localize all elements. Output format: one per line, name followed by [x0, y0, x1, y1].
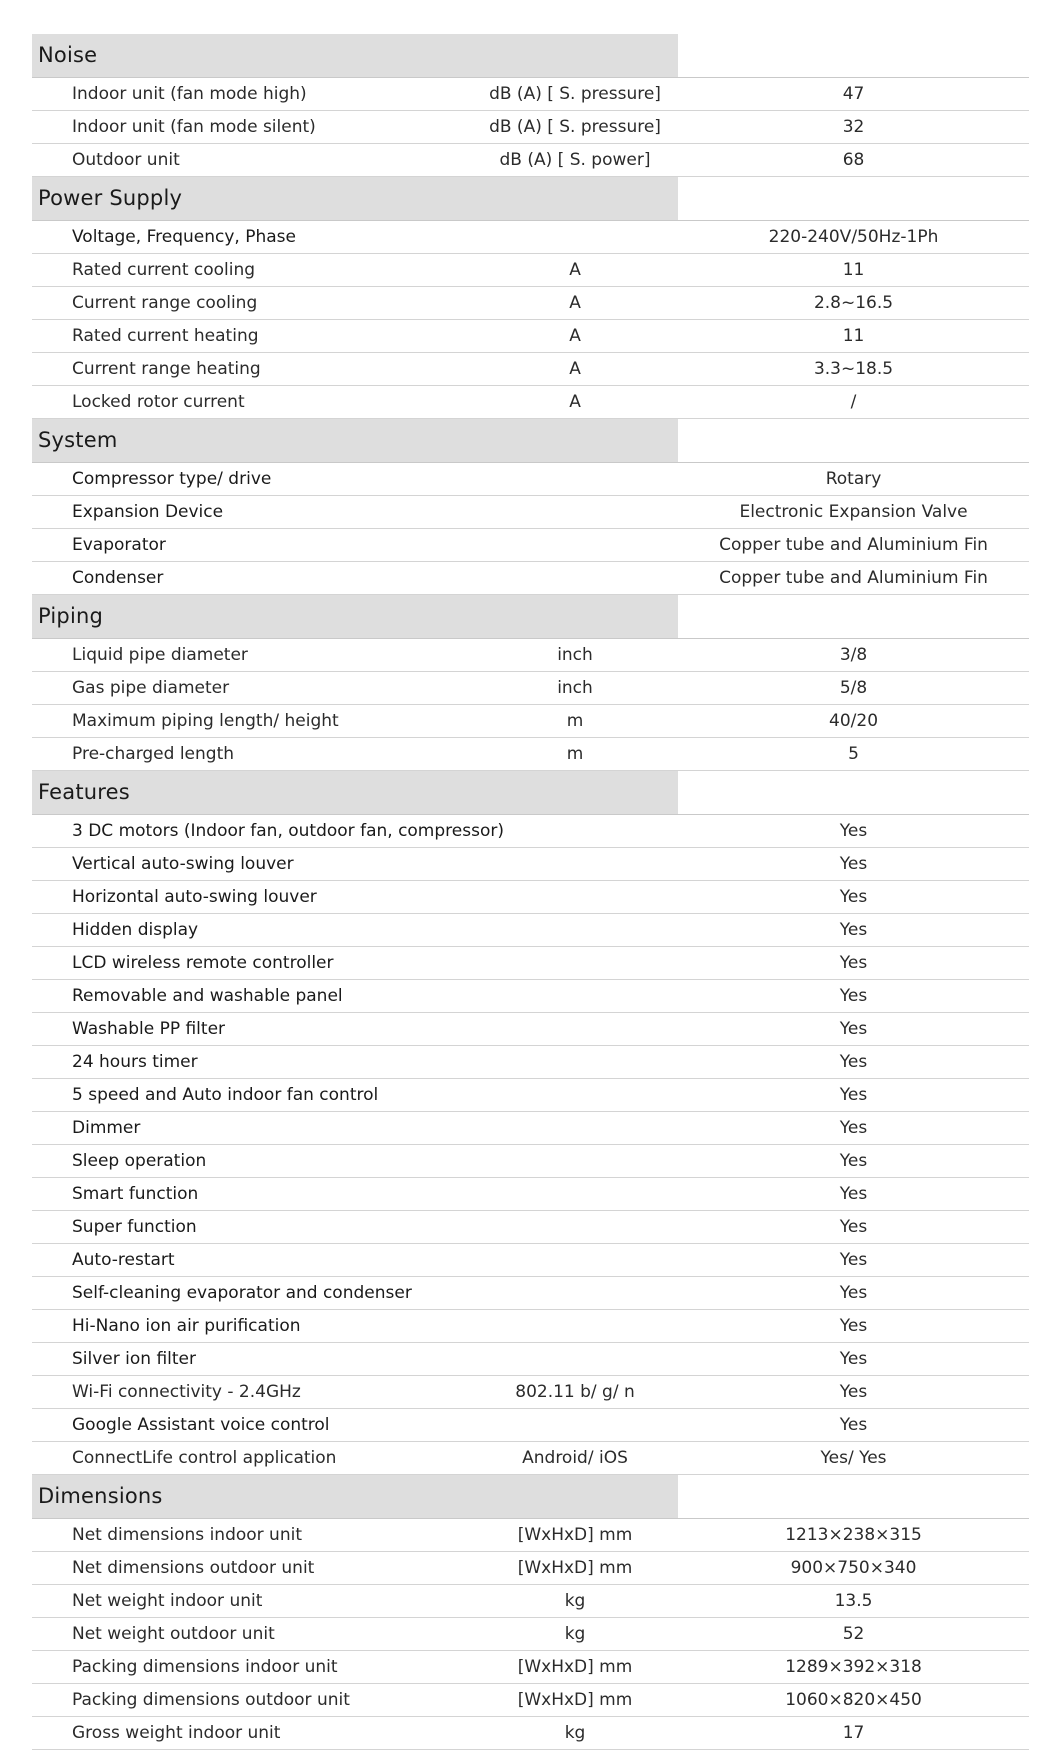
spec-row	[32, 144, 1029, 177]
spec-row	[32, 1244, 1029, 1277]
spec-unit: 802.11 b/ g/ n	[472, 1376, 678, 1409]
spec-row	[32, 1310, 1029, 1343]
spec-row	[32, 980, 1029, 1013]
spec-row	[32, 914, 1029, 947]
spec-label: Net weight indoor unit	[32, 1585, 472, 1618]
section-value-spacer	[678, 177, 1029, 221]
spec-row	[32, 1145, 1029, 1178]
spec-row	[32, 947, 1029, 980]
spec-label: Packing dimensions outdoor unit	[32, 1684, 472, 1717]
spec-row	[32, 111, 1029, 144]
spec-value: 5	[678, 738, 1029, 771]
spec-unit: inch	[472, 672, 678, 705]
spec-label: LCD wireless remote controller	[32, 947, 678, 980]
spec-unit: inch	[472, 639, 678, 672]
spec-value: Yes	[678, 1244, 1029, 1277]
spec-label: Sleep operation	[32, 1145, 678, 1178]
spec-row	[32, 1178, 1029, 1211]
spec-row	[32, 1013, 1029, 1046]
spec-row	[32, 705, 1029, 738]
section-value-spacer	[678, 1475, 1029, 1519]
section-value-spacer	[678, 419, 1029, 463]
spec-value: 13.5	[678, 1585, 1029, 1618]
spec-unit: dB (A) [ S. pressure]	[472, 78, 678, 111]
spec-label: Gross weight indoor unit	[32, 1717, 472, 1750]
spec-row	[32, 1211, 1029, 1244]
spec-row	[32, 639, 1029, 672]
spec-unit: m	[472, 705, 678, 738]
spec-value: Yes	[678, 1211, 1029, 1244]
spec-unit: A	[472, 287, 678, 320]
spec-label: Voltage, Frequency, Phase	[32, 221, 678, 254]
section-title: Noise	[32, 34, 678, 78]
specification-table	[32, 34, 1029, 1750]
spec-label: Auto-restart	[32, 1244, 678, 1277]
spec-value: Copper tube and Aluminium Fin	[678, 529, 1029, 562]
spec-value: Yes	[678, 881, 1029, 914]
spec-label: Evaporator	[32, 529, 678, 562]
spec-value: Yes	[678, 1013, 1029, 1046]
spec-row	[32, 1343, 1029, 1376]
spec-label: Maximum piping length/ height	[32, 705, 472, 738]
spec-value: 2.8~16.5	[678, 287, 1029, 320]
spec-row	[32, 1376, 1029, 1409]
spec-unit: m	[472, 738, 678, 771]
spec-row	[32, 78, 1029, 111]
spec-value: 11	[678, 320, 1029, 353]
spec-label: Wi-Fi connectivity - 2.4GHz	[32, 1376, 472, 1409]
spec-label: Rated current cooling	[32, 254, 472, 287]
section-header-row	[32, 34, 1029, 78]
spec-label: Vertical auto-swing louver	[32, 848, 678, 881]
spec-label: Liquid pipe diameter	[32, 639, 472, 672]
spec-label: Expansion Device	[32, 496, 678, 529]
spec-label: ConnectLife control application	[32, 1442, 472, 1475]
spec-row	[32, 1552, 1029, 1585]
spec-value: 47	[678, 78, 1029, 111]
spec-row	[32, 1277, 1029, 1310]
spec-value: Copper tube and Aluminium Fin	[678, 562, 1029, 595]
section-header-row	[32, 595, 1029, 639]
spec-value: 5/8	[678, 672, 1029, 705]
spec-row	[32, 1046, 1029, 1079]
spec-value: 11	[678, 254, 1029, 287]
spec-value: Yes	[678, 1046, 1029, 1079]
spec-unit: [WxHxD] mm	[472, 1651, 678, 1684]
spec-unit: Android/ iOS	[472, 1442, 678, 1475]
spec-value: Yes	[678, 947, 1029, 980]
spec-value: Yes	[678, 980, 1029, 1013]
spec-row	[32, 1112, 1029, 1145]
spec-label: Outdoor unit	[32, 144, 472, 177]
spec-unit: A	[472, 254, 678, 287]
spec-value: /	[678, 386, 1029, 419]
spec-row	[32, 1651, 1029, 1684]
spec-row	[32, 672, 1029, 705]
spec-row	[32, 1684, 1029, 1717]
spec-label: Dimmer	[32, 1112, 678, 1145]
section-value-spacer	[678, 595, 1029, 639]
spec-label: 3 DC motors (Indoor fan, outdoor fan, compressor)	[32, 815, 678, 848]
spec-row	[32, 287, 1029, 320]
spec-unit: dB (A) [ S. pressure]	[472, 111, 678, 144]
spec-unit: A	[472, 320, 678, 353]
section-title: System	[32, 419, 678, 463]
spec-label: Washable PP filter	[32, 1013, 678, 1046]
spec-value: Yes	[678, 1277, 1029, 1310]
spec-unit: kg	[472, 1618, 678, 1651]
spec-label: Hi-Nano ion air purification	[32, 1310, 678, 1343]
section-title: Piping	[32, 595, 678, 639]
spec-label: Pre-charged length	[32, 738, 472, 771]
spec-row	[32, 529, 1029, 562]
spec-value: 32	[678, 111, 1029, 144]
spec-row	[32, 496, 1029, 529]
spec-label: Indoor unit (fan mode high)	[32, 78, 472, 111]
spec-unit: [WxHxD] mm	[472, 1684, 678, 1717]
spec-label: Smart function	[32, 1178, 678, 1211]
spec-row	[32, 848, 1029, 881]
spec-label: Removable and washable panel	[32, 980, 678, 1013]
spec-value: Yes	[678, 1145, 1029, 1178]
spec-value: Yes/ Yes	[678, 1442, 1029, 1475]
specification-table-body	[32, 34, 1029, 1750]
spec-row	[32, 1409, 1029, 1442]
spec-value: Yes	[678, 1079, 1029, 1112]
spec-label: Current range cooling	[32, 287, 472, 320]
spec-row	[32, 1079, 1029, 1112]
spec-label: Locked rotor current	[32, 386, 472, 419]
spec-value: Yes	[678, 1112, 1029, 1145]
spec-value: 1213×238×315	[678, 1519, 1029, 1552]
section-title: Features	[32, 771, 678, 815]
spec-unit: A	[472, 353, 678, 386]
spec-value: Electronic Expansion Valve	[678, 496, 1029, 529]
spec-label: 5 speed and Auto indoor fan control	[32, 1079, 678, 1112]
spec-row	[32, 562, 1029, 595]
spec-value: 1289×392×318	[678, 1651, 1029, 1684]
spec-value: 3.3~18.5	[678, 353, 1029, 386]
spec-label: Rated current heating	[32, 320, 472, 353]
spec-value: Yes	[678, 1310, 1029, 1343]
spec-value: 1060×820×450	[678, 1684, 1029, 1717]
section-value-spacer	[678, 771, 1029, 815]
spec-label: Net dimensions outdoor unit	[32, 1552, 472, 1585]
spec-value: 40/20	[678, 705, 1029, 738]
spec-row	[32, 254, 1029, 287]
spec-label: Gas pipe diameter	[32, 672, 472, 705]
spec-value: Yes	[678, 815, 1029, 848]
spec-label: Compressor type/ drive	[32, 463, 678, 496]
spec-value: Yes	[678, 1178, 1029, 1211]
section-header-row	[32, 1475, 1029, 1519]
spec-label: Self-cleaning evaporator and condenser	[32, 1277, 678, 1310]
spec-label: Net weight outdoor unit	[32, 1618, 472, 1651]
spec-label: Indoor unit (fan mode silent)	[32, 111, 472, 144]
section-title: Power Supply	[32, 177, 678, 221]
spec-value: Yes	[678, 1409, 1029, 1442]
spec-unit: [WxHxD] mm	[472, 1552, 678, 1585]
spec-row	[32, 320, 1029, 353]
spec-row	[32, 1717, 1029, 1750]
spec-unit: [WxHxD] mm	[472, 1519, 678, 1552]
spec-row	[32, 815, 1029, 848]
spec-label: 24 hours timer	[32, 1046, 678, 1079]
spec-value: Rotary	[678, 463, 1029, 496]
spec-label: Super function	[32, 1211, 678, 1244]
spec-row	[32, 1618, 1029, 1651]
spec-label: Google Assistant voice control	[32, 1409, 678, 1442]
spec-label: Packing dimensions indoor unit	[32, 1651, 472, 1684]
spec-row	[32, 1585, 1029, 1618]
spec-row	[32, 1442, 1029, 1475]
spec-label: Horizontal auto-swing louver	[32, 881, 678, 914]
spec-row	[32, 353, 1029, 386]
spec-row	[32, 221, 1029, 254]
spec-value: 900×750×340	[678, 1552, 1029, 1585]
spec-label: Condenser	[32, 562, 678, 595]
spec-unit: A	[472, 386, 678, 419]
spec-label: Current range heating	[32, 353, 472, 386]
section-value-spacer	[678, 34, 1029, 78]
section-header-row	[32, 177, 1029, 221]
spec-label: Silver ion filter	[32, 1343, 678, 1376]
spec-row	[32, 386, 1029, 419]
spec-value: 68	[678, 144, 1029, 177]
spec-value: Yes	[678, 1376, 1029, 1409]
spec-row	[32, 738, 1029, 771]
section-header-row	[32, 771, 1029, 815]
spec-value: 52	[678, 1618, 1029, 1651]
spec-label: Net dimensions indoor unit	[32, 1519, 472, 1552]
spec-row	[32, 463, 1029, 496]
spec-value: 3/8	[678, 639, 1029, 672]
spec-value: Yes	[678, 848, 1029, 881]
spec-value: 220-240V/50Hz-1Ph	[678, 221, 1029, 254]
spec-value: Yes	[678, 914, 1029, 947]
spec-label: Hidden display	[32, 914, 678, 947]
spec-value: 17	[678, 1717, 1029, 1750]
spec-value: Yes	[678, 1343, 1029, 1376]
section-title: Dimensions	[32, 1475, 678, 1519]
spec-row	[32, 1519, 1029, 1552]
spec-unit: kg	[472, 1585, 678, 1618]
spec-unit: kg	[472, 1717, 678, 1750]
spec-row	[32, 881, 1029, 914]
spec-unit: dB (A) [ S. power]	[472, 144, 678, 177]
section-header-row	[32, 419, 1029, 463]
